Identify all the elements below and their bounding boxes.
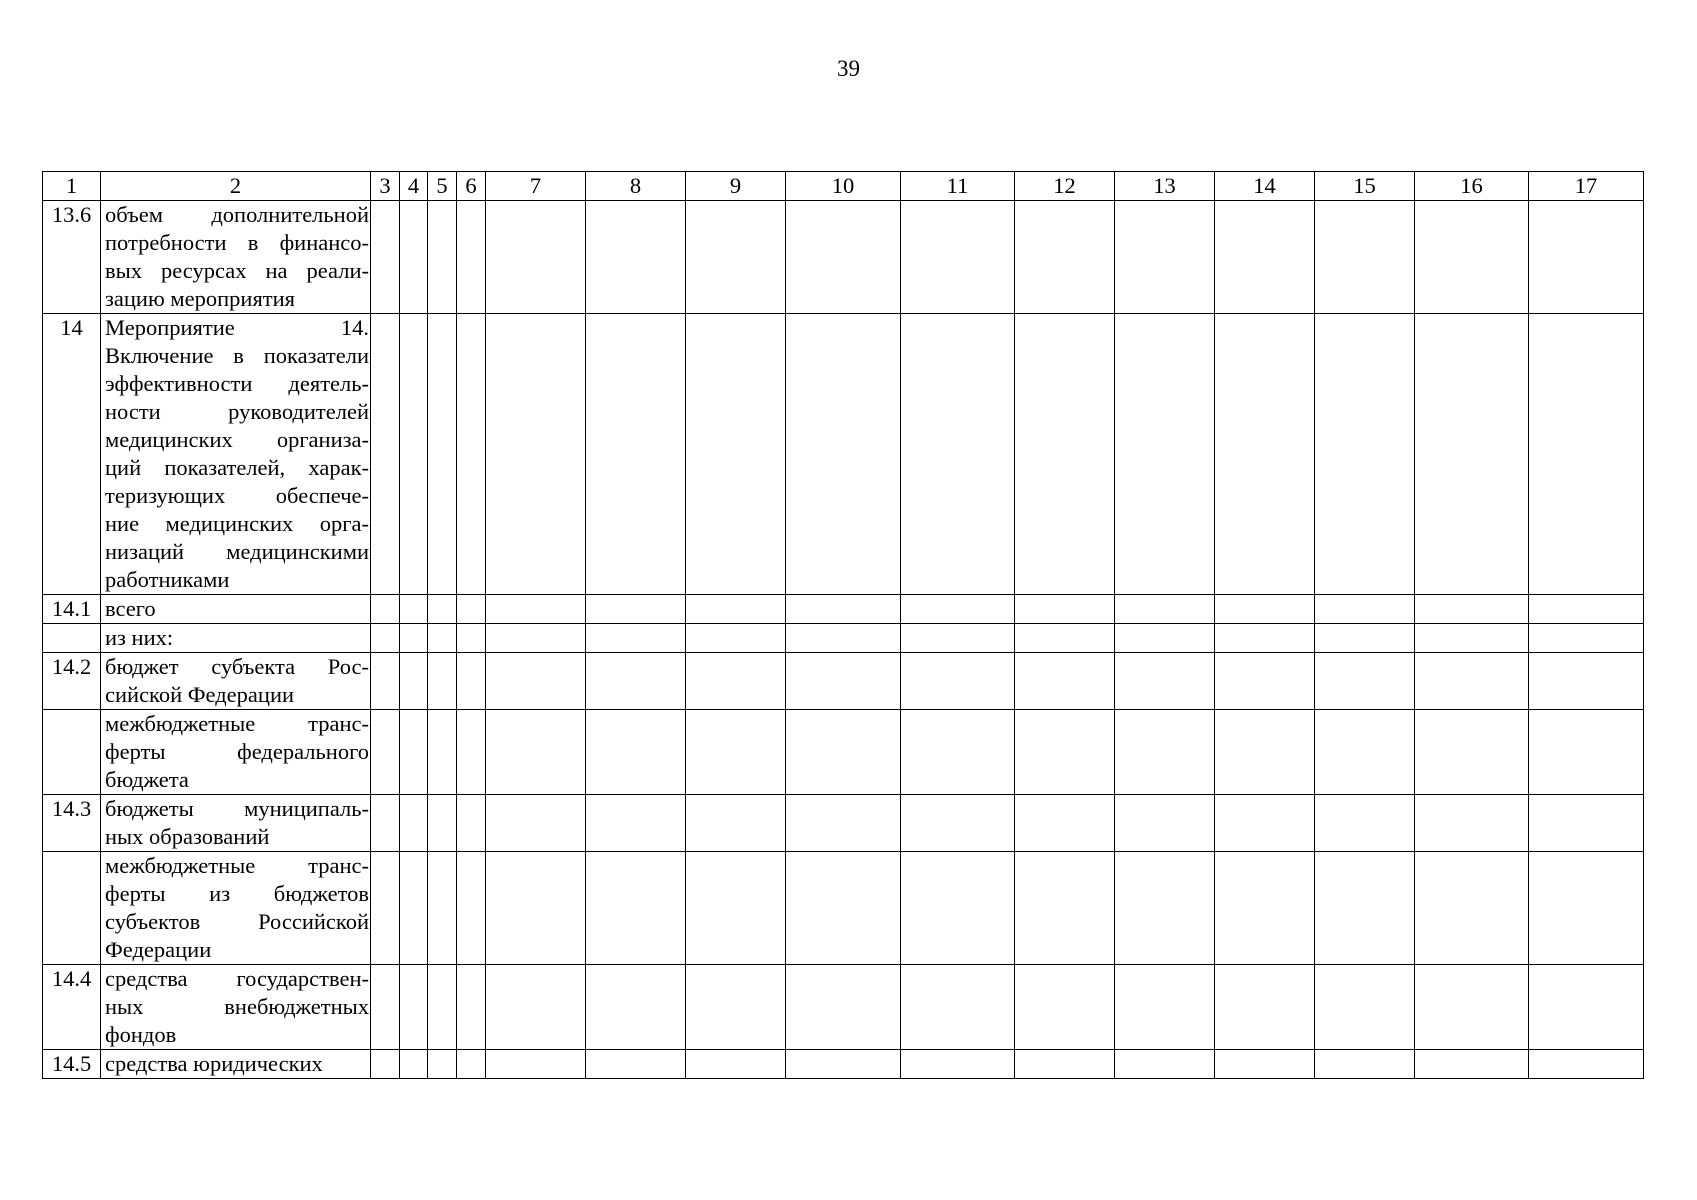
- description-line: сийской Федерации: [105, 682, 295, 707]
- row-description: [101, 653, 371, 710]
- row-number: [43, 624, 101, 653]
- empty-cell: [686, 624, 786, 653]
- empty-cell: [901, 653, 1015, 710]
- empty-cell: [428, 201, 457, 314]
- row-description: [101, 595, 371, 624]
- row-description: [101, 710, 371, 795]
- empty-cell: [1215, 653, 1315, 710]
- empty-cell: [457, 314, 486, 595]
- empty-cell: [486, 201, 586, 314]
- empty-cell: [1415, 852, 1529, 965]
- empty-cell: [901, 201, 1015, 314]
- header-cell: 14: [1215, 172, 1315, 201]
- empty-cell: [457, 852, 486, 965]
- empty-cell: [486, 710, 586, 795]
- empty-cell: [428, 795, 457, 852]
- empty-cell: [1315, 710, 1415, 795]
- empty-cell: [1115, 852, 1215, 965]
- empty-cell: [371, 710, 400, 795]
- row-number: 14.4: [43, 965, 101, 1050]
- empty-cell: [486, 624, 586, 653]
- table-body: [43, 172, 1644, 1079]
- empty-cell: [1415, 965, 1529, 1050]
- description-line: вых ресурсах на реали-: [105, 258, 369, 283]
- empty-cell: [1115, 1050, 1215, 1079]
- table-row: [43, 710, 1644, 795]
- empty-cell: [1315, 795, 1415, 852]
- empty-cell: [586, 852, 686, 965]
- empty-cell: [1529, 1050, 1644, 1079]
- empty-cell: [1115, 710, 1215, 795]
- table-row: [43, 624, 1644, 653]
- empty-cell: [1215, 710, 1315, 795]
- description-line: Включение в показатели: [105, 343, 369, 368]
- empty-cell: [1215, 595, 1315, 624]
- row-description: [101, 201, 371, 314]
- row-number: [43, 852, 101, 965]
- description-line: межбюджетные транс-: [105, 853, 369, 878]
- empty-cell: [400, 710, 428, 795]
- empty-cell: [400, 314, 428, 595]
- empty-cell: [371, 852, 400, 965]
- empty-cell: [486, 795, 586, 852]
- empty-cell: [1015, 965, 1115, 1050]
- empty-cell: [1529, 201, 1644, 314]
- header-cell: 8: [586, 172, 686, 201]
- empty-cell: [371, 201, 400, 314]
- empty-cell: [686, 852, 786, 965]
- table-row: [43, 965, 1644, 1050]
- description-line: эффективности деятель-: [105, 371, 369, 396]
- empty-cell: [400, 1050, 428, 1079]
- empty-cell: [686, 965, 786, 1050]
- empty-cell: [1415, 710, 1529, 795]
- empty-cell: [1315, 1050, 1415, 1079]
- empty-cell: [371, 653, 400, 710]
- empty-cell: [901, 965, 1015, 1050]
- empty-cell: [1115, 795, 1215, 852]
- table-row: [43, 795, 1644, 852]
- header-row: [43, 172, 1644, 201]
- empty-cell: [1215, 1050, 1315, 1079]
- empty-cell: [1415, 624, 1529, 653]
- empty-cell: [1015, 201, 1115, 314]
- empty-cell: [1015, 314, 1115, 595]
- empty-cell: [1215, 795, 1315, 852]
- description-line: ных внебюджетных: [105, 994, 369, 1019]
- empty-cell: [786, 595, 901, 624]
- description-line: межбюджетные транс-: [105, 711, 369, 736]
- row-number: 14.2: [43, 653, 101, 710]
- table-row: [43, 852, 1644, 965]
- empty-cell: [1115, 595, 1215, 624]
- empty-cell: [457, 795, 486, 852]
- empty-cell: [586, 795, 686, 852]
- empty-cell: [400, 852, 428, 965]
- row-description: [101, 1050, 371, 1079]
- row-number: 13.6: [43, 201, 101, 314]
- table-row: [43, 314, 1644, 595]
- empty-cell: [1015, 710, 1115, 795]
- empty-cell: [901, 624, 1015, 653]
- empty-cell: [428, 314, 457, 595]
- header-cell: 15: [1315, 172, 1415, 201]
- description-line: ций показателей, харак-: [105, 455, 369, 480]
- description-line: бюджет субъекта Рос-: [105, 654, 369, 679]
- empty-cell: [1015, 595, 1115, 624]
- empty-cell: [686, 595, 786, 624]
- header-cell: 10: [786, 172, 901, 201]
- header-cell: 3: [371, 172, 400, 201]
- empty-cell: [428, 624, 457, 653]
- empty-cell: [1315, 201, 1415, 314]
- empty-cell: [1529, 624, 1644, 653]
- empty-cell: [1115, 965, 1215, 1050]
- table-row: [43, 1050, 1644, 1079]
- empty-cell: [428, 595, 457, 624]
- empty-cell: [457, 1050, 486, 1079]
- empty-cell: [1215, 314, 1315, 595]
- description-line: Федерации: [105, 937, 212, 962]
- empty-cell: [786, 710, 901, 795]
- row-number: 14.1: [43, 595, 101, 624]
- empty-cell: [457, 653, 486, 710]
- empty-cell: [1415, 595, 1529, 624]
- description-line: зацию мероприятия: [105, 286, 296, 311]
- header-cell: 12: [1015, 172, 1115, 201]
- empty-cell: [371, 595, 400, 624]
- empty-cell: [1215, 965, 1315, 1050]
- empty-cell: [486, 653, 586, 710]
- empty-cell: [371, 795, 400, 852]
- header-cell: 2: [101, 172, 371, 201]
- empty-cell: [1415, 795, 1529, 852]
- empty-cell: [586, 314, 686, 595]
- header-cell: 16: [1415, 172, 1529, 201]
- empty-cell: [1015, 624, 1115, 653]
- row-number: 14: [43, 314, 101, 595]
- empty-cell: [1015, 795, 1115, 852]
- description-line: средства государствен-: [105, 966, 369, 991]
- empty-cell: [686, 653, 786, 710]
- empty-cell: [586, 1050, 686, 1079]
- empty-cell: [1115, 201, 1215, 314]
- empty-cell: [1315, 595, 1415, 624]
- empty-cell: [586, 624, 686, 653]
- empty-cell: [1415, 201, 1529, 314]
- row-description: [101, 795, 371, 852]
- empty-cell: [371, 965, 400, 1050]
- empty-cell: [1415, 314, 1529, 595]
- empty-cell: [786, 965, 901, 1050]
- row-description: [101, 314, 371, 595]
- description-line: медицинских организа-: [105, 427, 369, 452]
- description-line: из них:: [105, 625, 174, 650]
- table-row: [43, 653, 1644, 710]
- empty-cell: [1529, 710, 1644, 795]
- description-line: ности руководителей: [105, 399, 369, 424]
- empty-cell: [400, 653, 428, 710]
- empty-cell: [1015, 852, 1115, 965]
- empty-cell: [400, 795, 428, 852]
- table-row: [43, 201, 1644, 314]
- empty-cell: [400, 595, 428, 624]
- empty-cell: [686, 710, 786, 795]
- header-cell: 1: [43, 172, 101, 201]
- empty-cell: [1015, 653, 1115, 710]
- empty-cell: [1529, 965, 1644, 1050]
- description-line: ферты из бюджетов: [105, 881, 369, 906]
- empty-cell: [786, 795, 901, 852]
- description-line: работниками: [105, 567, 230, 592]
- empty-cell: [457, 201, 486, 314]
- empty-cell: [586, 595, 686, 624]
- empty-cell: [1529, 595, 1644, 624]
- empty-cell: [786, 201, 901, 314]
- empty-cell: [786, 624, 901, 653]
- empty-cell: [1529, 852, 1644, 965]
- empty-cell: [1529, 653, 1644, 710]
- empty-cell: [1215, 852, 1315, 965]
- row-description: [101, 965, 371, 1050]
- row-number: 14.3: [43, 795, 101, 852]
- description-line: средства юридических: [105, 1051, 323, 1076]
- empty-cell: [586, 653, 686, 710]
- empty-cell: [686, 201, 786, 314]
- empty-cell: [901, 710, 1015, 795]
- empty-cell: [1115, 624, 1215, 653]
- empty-cell: [400, 624, 428, 653]
- empty-cell: [786, 1050, 901, 1079]
- description-line: фондов: [105, 1022, 177, 1047]
- empty-cell: [1315, 653, 1415, 710]
- empty-cell: [1529, 314, 1644, 595]
- empty-cell: [1015, 1050, 1115, 1079]
- empty-cell: [486, 595, 586, 624]
- page-number: 39: [837, 56, 860, 81]
- empty-cell: [428, 1050, 457, 1079]
- description-line: теризующих обеспече-: [105, 483, 369, 508]
- description-line: бюджета: [105, 767, 189, 792]
- empty-cell: [901, 852, 1015, 965]
- empty-cell: [428, 852, 457, 965]
- empty-cell: [1315, 624, 1415, 653]
- description-line: ных образований: [105, 824, 270, 849]
- header-cell: 11: [901, 172, 1015, 201]
- empty-cell: [1315, 314, 1415, 595]
- empty-cell: [786, 314, 901, 595]
- header-cell: 4: [400, 172, 428, 201]
- empty-cell: [400, 201, 428, 314]
- empty-cell: [901, 595, 1015, 624]
- description-line: ние медицинских орга-: [105, 511, 369, 536]
- empty-cell: [1315, 965, 1415, 1050]
- row-description: [101, 852, 371, 965]
- header-cell: 13: [1115, 172, 1215, 201]
- empty-cell: [1115, 653, 1215, 710]
- empty-cell: [486, 852, 586, 965]
- empty-cell: [428, 710, 457, 795]
- empty-cell: [371, 1050, 400, 1079]
- header-cell: 6: [457, 172, 486, 201]
- empty-cell: [1529, 795, 1644, 852]
- description-line: всего: [105, 596, 156, 621]
- row-number: [43, 710, 101, 795]
- empty-cell: [457, 624, 486, 653]
- empty-cell: [457, 595, 486, 624]
- empty-cell: [371, 314, 400, 595]
- empty-cell: [686, 795, 786, 852]
- empty-cell: [1215, 624, 1315, 653]
- description-line: ферты федерального: [105, 739, 369, 764]
- empty-cell: [586, 710, 686, 795]
- empty-cell: [1415, 1050, 1529, 1079]
- empty-cell: [486, 314, 586, 595]
- description-line: низаций медицинскими: [105, 539, 369, 564]
- description-line: субъектов Российской: [105, 909, 369, 934]
- empty-cell: [428, 965, 457, 1050]
- header-cell: 7: [486, 172, 586, 201]
- description-line: Мероприятие 14.: [105, 315, 369, 340]
- empty-cell: [786, 852, 901, 965]
- empty-cell: [457, 965, 486, 1050]
- budget-table: [42, 171, 1644, 1079]
- empty-cell: [1115, 314, 1215, 595]
- empty-cell: [400, 965, 428, 1050]
- empty-cell: [901, 314, 1015, 595]
- empty-cell: [371, 624, 400, 653]
- empty-cell: [786, 653, 901, 710]
- empty-cell: [686, 1050, 786, 1079]
- empty-cell: [486, 1050, 586, 1079]
- description-line: потребности в финансо-: [105, 230, 369, 255]
- empty-cell: [686, 314, 786, 595]
- empty-cell: [1415, 653, 1529, 710]
- empty-cell: [1215, 201, 1315, 314]
- empty-cell: [586, 965, 686, 1050]
- empty-cell: [486, 965, 586, 1050]
- header-cell: 9: [686, 172, 786, 201]
- description-line: объем дополнительной: [105, 202, 369, 227]
- header-cell: 5: [428, 172, 457, 201]
- empty-cell: [586, 201, 686, 314]
- row-number: 14.5: [43, 1050, 101, 1079]
- empty-cell: [901, 1050, 1015, 1079]
- empty-cell: [428, 653, 457, 710]
- table-row: [43, 595, 1644, 624]
- empty-cell: [901, 795, 1015, 852]
- empty-cell: [457, 710, 486, 795]
- row-description: [101, 624, 371, 653]
- description-line: бюджеты муниципаль-: [105, 796, 369, 821]
- header-cell: 17: [1529, 172, 1644, 201]
- empty-cell: [1315, 852, 1415, 965]
